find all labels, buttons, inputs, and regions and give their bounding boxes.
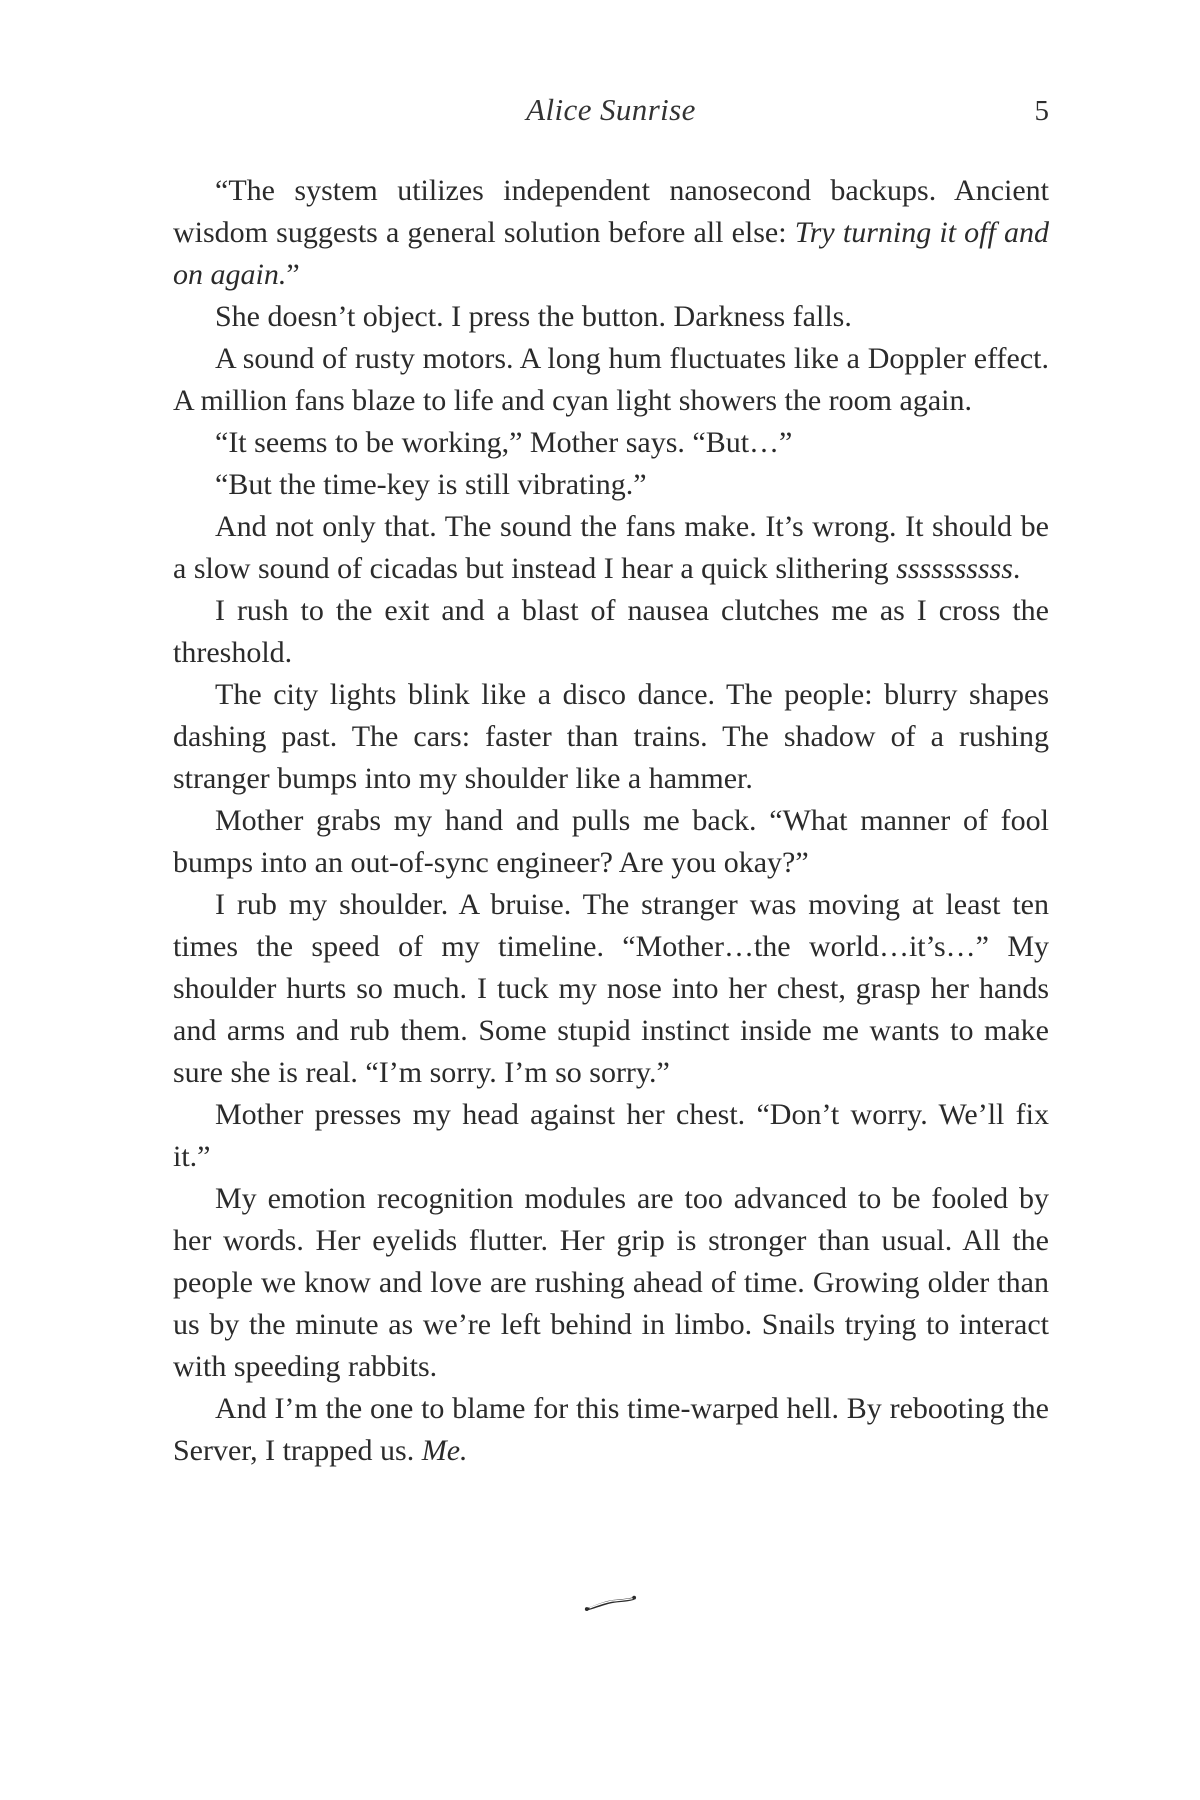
swash-divider-icon bbox=[581, 1594, 641, 1611]
paragraph bbox=[173, 464, 1049, 506]
paragraph bbox=[173, 1094, 1049, 1178]
running-header bbox=[173, 92, 1049, 138]
paragraph bbox=[173, 800, 1049, 884]
text-run: ” bbox=[286, 258, 300, 291]
text-run: And not only that. The sound the fans make. It’s wrong. It should be a slow sound of cicadas but instead I hear a quick slithering bbox=[173, 510, 1049, 585]
text-run: I rush to the exit and a blast of nausea clutches me as I cross the threshold. bbox=[173, 594, 1049, 669]
paragraph bbox=[173, 422, 1049, 464]
paragraph bbox=[173, 590, 1049, 674]
text-run: “It seems to be working,” Mother says. “But…” bbox=[215, 426, 793, 459]
italic-text-run: ssssssssss bbox=[896, 552, 1013, 585]
paragraph bbox=[173, 506, 1049, 590]
text-run: The city lights blink like a disco dance. The people: blurry shapes dashing past. The cars: faster than trains. The shadow of a rushing stranger bumps into my shoulder like a hammer. bbox=[173, 678, 1049, 795]
italic-text-run: Try turning it off and on again. bbox=[173, 216, 1049, 291]
paragraph bbox=[173, 1178, 1049, 1388]
body-text bbox=[173, 170, 1049, 1472]
text-run: Mother presses my head against her chest. “Don’t worry. We’ll fix it.” bbox=[173, 1098, 1049, 1173]
text-run: A sound of rusty motors. A long hum fluctuates like a Doppler effect. A million fans blaze to life and cyan light showers the room again. bbox=[173, 342, 1049, 417]
page-number: 5 bbox=[1034, 95, 1049, 127]
paragraph bbox=[173, 170, 1049, 296]
text-run: And I’m the one to blame for this time-warped hell. By rebooting the Server, I trapped us. bbox=[173, 1392, 1049, 1467]
text-run: Mother grabs my hand and pulls me back. “What manner of fool bumps into an out-of-sync engineer? Are you okay?” bbox=[173, 804, 1049, 879]
text-run: I rub my shoulder. A bruise. The stranger was moving at least ten times the speed of my timeline. “Mother…the world…it’s…” My shoulder hurts so much. I tuck my nose into her chest, grasp her hands and arms and rub them. Some stupid instinct inside me wants to make sure she is real. “I’m sorry. I’m so sorry.” bbox=[173, 888, 1049, 1089]
italic-text-run: Me. bbox=[421, 1434, 468, 1467]
paragraph bbox=[173, 338, 1049, 422]
text-run: She doesn’t object. I press the button. Darkness falls. bbox=[215, 300, 852, 333]
paragraph bbox=[173, 674, 1049, 800]
section-divider bbox=[173, 1594, 1049, 1612]
paragraph bbox=[173, 1388, 1049, 1472]
text-run: “But the time-key is still vibrating.” bbox=[215, 468, 647, 501]
text-run: . bbox=[1012, 552, 1021, 585]
paragraph bbox=[173, 296, 1049, 338]
running-header-title: Alice Sunrise bbox=[526, 92, 696, 127]
text-run: My emotion recognition modules are too advanced to be fooled by her words. Her eyelids flutter. Her grip is stronger than usual. All the people we know and love are rushing ahead of time. Growing older than us by the minute as we’re left behind in limbo. Snails trying to interact with speeding rabbits. bbox=[173, 1182, 1049, 1383]
text-run: “The system utilizes independent nanosecond backups. Ancient wisdom suggests a general solution before all else: bbox=[173, 174, 1049, 249]
paragraph bbox=[173, 884, 1049, 1094]
